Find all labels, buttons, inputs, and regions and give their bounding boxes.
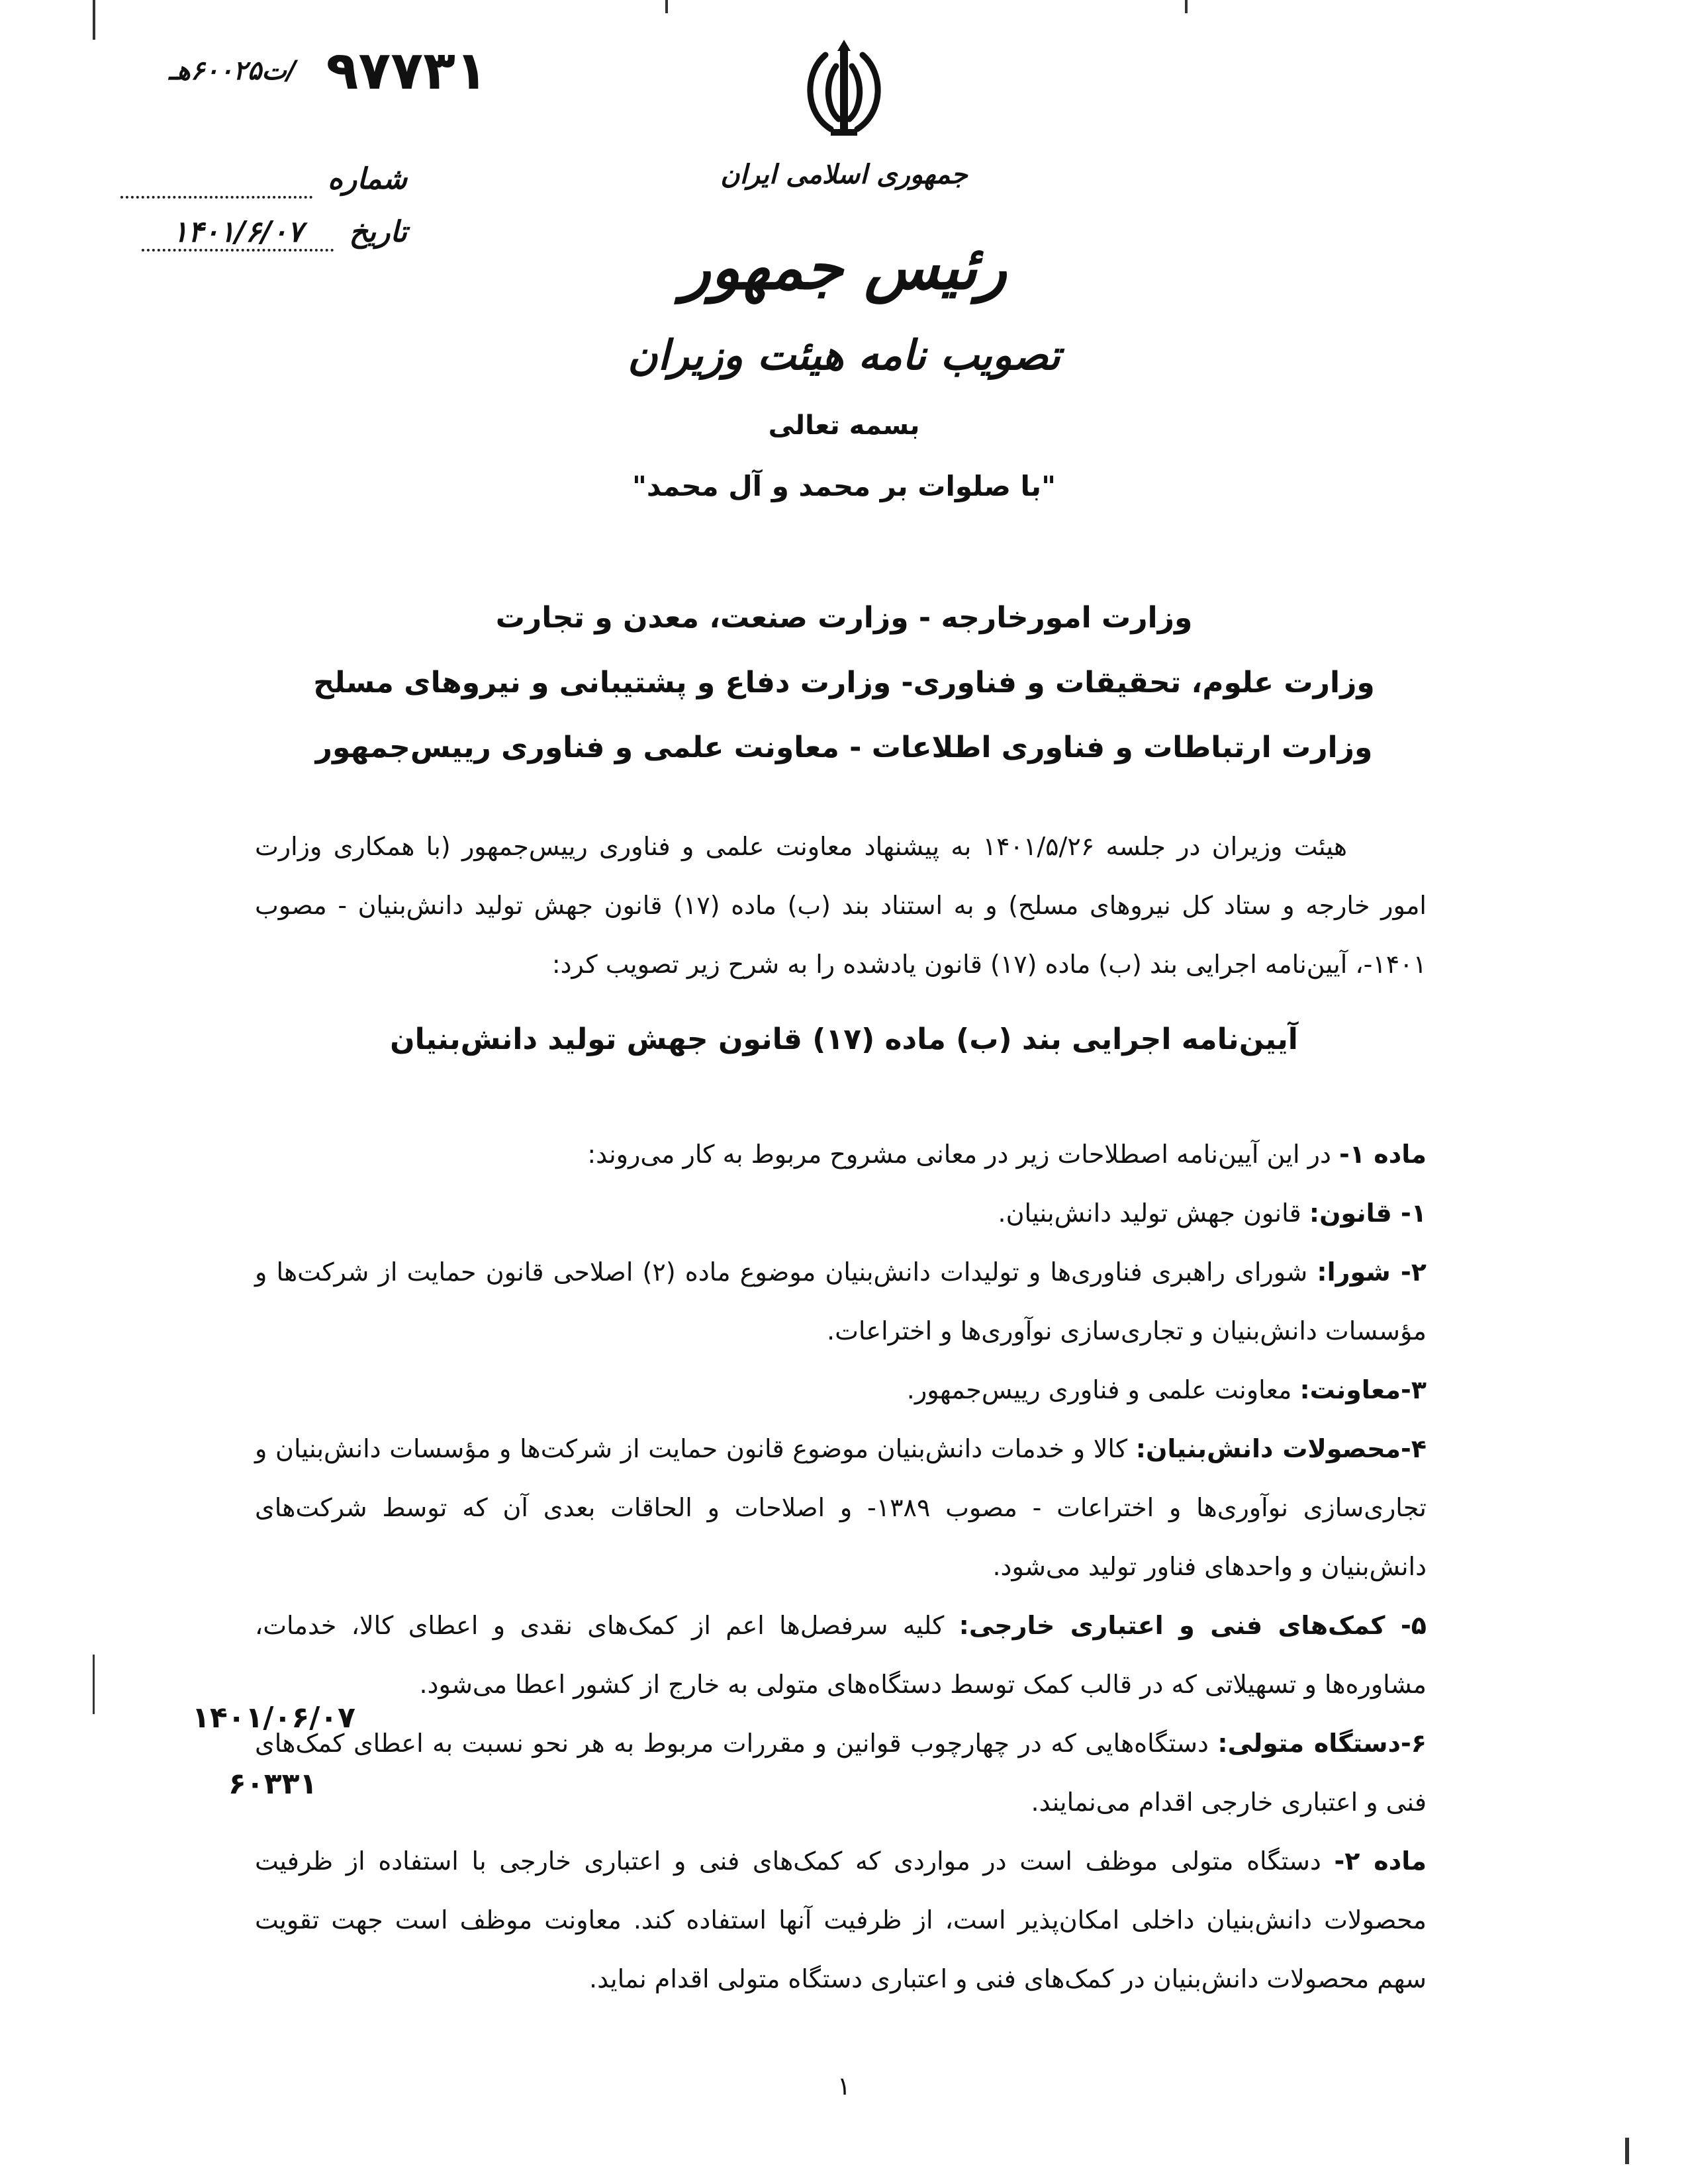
article-2-text: دستگاه متولی موظف است در مواردی که کمک‌های فنی و اعتباری خارجی با استفاده از ظرفیت محصولات دانش‌بنیان داخلی امکان‌پذیر است، از ظرفیت آنها استفاده کند. معاونت موظف است جهت تقویت سهم محصولات دانش‌بنیان در کمک‌های فنی و اعتباری دستگاه متولی اقدام نماید.: [255, 1846, 1427, 1993]
reference-code: ت۶۰۰۲۵هـ/: [169, 55, 297, 86]
date-label: تاریخ: [349, 215, 407, 249]
bismillah: بسمه تعالی: [768, 410, 920, 441]
definition-5: [255, 1596, 1427, 1714]
article-1-heading: ماده ۱-: [1339, 1140, 1427, 1169]
preamble: [255, 817, 1427, 994]
scan-artifact: [93, 0, 95, 40]
recipient-line: وزارت ارتباطات و فناوری اطلاعات - معاونت علمی و فناوری رییس‌جمهور: [315, 731, 1373, 764]
definition-5-heading: ۵- کمک‌های فنی و اعتباری خارجی:: [959, 1611, 1427, 1640]
recipient-line: وزارت علوم، تحقیقات و فناوری- وزارت دفاع و پشتیبانی و نیروهای مسلح: [313, 666, 1375, 700]
footer-number: ۶۰۳۳۱: [228, 1767, 318, 1801]
page-number: ۱: [837, 2071, 851, 2101]
cabinet-resolution-title: تصویب نامه هیئت وزیران: [628, 331, 1060, 379]
article-1-text: در این آیین‌نامه اصطلاحات زیر در معانی مشروح مربوط به کار می‌روند:: [587, 1140, 1340, 1169]
recipients-block: [0, 586, 1688, 780]
scan-artifact: [93, 1655, 95, 1714]
definition-4-text: کالا و خدمات دانش‌بنیان موضوع قانون حمایت از شرکت‌ها و مؤسسات دانش‌بنیان و تجاری‌سازی نوآوری‌ها و اختراعات - مصوب ۱۳۸۹- و اصلاحات و الحاقات بعدی آن که توسط شرکت‌های دانش‌بنیان و واحدهای فناور تولید می‌شود.: [255, 1434, 1427, 1581]
article-2: [255, 1832, 1427, 2009]
republic-title: جمهوری اسلامی ایران: [720, 159, 968, 190]
definition-3-heading: ۳-معاونت:: [1299, 1375, 1427, 1404]
president-title: رئیس جمهور: [681, 232, 1007, 303]
definition-1-text: قانون جهش تولید دانش‌بنیان.: [998, 1199, 1309, 1228]
definition-6: [255, 1714, 1427, 1832]
definition-1-heading: ۱- قانون:: [1309, 1199, 1427, 1228]
recipient-line: وزارت امورخارجه - وزارت صنعت، معدن و تجارت: [495, 601, 1193, 635]
regulation-title: آیین‌نامه اجرایی بند (ب) ماده (۱۷) قانون جهش تولید دانش‌بنیان: [390, 1023, 1298, 1056]
iran-emblem-icon: [798, 36, 890, 146]
number-label: شماره: [327, 162, 407, 196]
article-2-heading: ماده ۲-: [1334, 1846, 1427, 1876]
footer-date: ۱۴۰۱/۰۶/۰۷: [192, 1701, 355, 1735]
article-1: [255, 1125, 1427, 1184]
salawat-line: "با صلوات بر محمد و آل محمد": [632, 470, 1056, 502]
scan-artifact: [1625, 2138, 1629, 2164]
letter-reference: [149, 40, 488, 101]
date-field: ۱۴۰۱/۶/۰۷: [142, 215, 334, 251]
definition-4: [255, 1420, 1427, 1596]
definition-3: [255, 1361, 1427, 1420]
scan-artifact: [665, 0, 668, 13]
definition-2: [255, 1243, 1427, 1361]
definition-4-heading: ۴-محصولات دانش‌بنیان:: [1135, 1434, 1427, 1463]
reference-number: ۹۷۷۳۱: [326, 40, 488, 101]
definition-5-text: کلیه سرفصل‌ها اعم از کمک‌های نقدی و اعطای کالا، خدمات، مشاوره‌ها و تسهیلاتی که در قالب کمک توسط دستگاه‌های متولی به خارج از کشور اعطا می‌شود.: [255, 1611, 1427, 1699]
definition-3-text: معاونت علمی و فناوری رییس‌جمهور.: [906, 1375, 1300, 1404]
definition-2-text: شورای راهبری فناوری‌ها و تولیدات دانش‌بنیان موضوع ماده (۲) اصلاحی قانون حمایت از شرکت‌ها و مؤسسات دانش‌بنیان و تجاری‌سازی نوآوری‌ها و اختراعات.: [255, 1257, 1427, 1345]
definition-6-heading: ۶-دستگاه متولی:: [1217, 1729, 1427, 1758]
definition-6-text: دستگاه‌هایی که در چهارچوب قوانین و مقررات مربوط به هر نحو نسبت به اعطای کمک‌های فنی و اعتباری خارجی اقدام می‌نمایند.: [255, 1729, 1427, 1817]
preamble-paragraph: هیئت وزیران در جلسه ۱۴۰۱/۵/۲۶ به پیشنهاد معاونت علمی و فناوری رییس‌جمهور (با همکاری وزارت امور خارجه و ستاد کل نیروهای مسلح) و به استناد بند (ب) ماده (۱۷) قانون جهش تولید دانش‌بنیان - مصوب ۱۴۰۱-، آیین‌نامه اجرایی بند (ب) ماده (۱۷) قانون یادشده را به شرح زیر تصویب کرد:: [255, 832, 1427, 979]
definition-1: [255, 1184, 1427, 1243]
articles-body: [255, 1125, 1427, 2009]
scan-artifact: [1185, 0, 1188, 13]
definition-2-heading: ۲- شورا:: [1317, 1257, 1427, 1287]
